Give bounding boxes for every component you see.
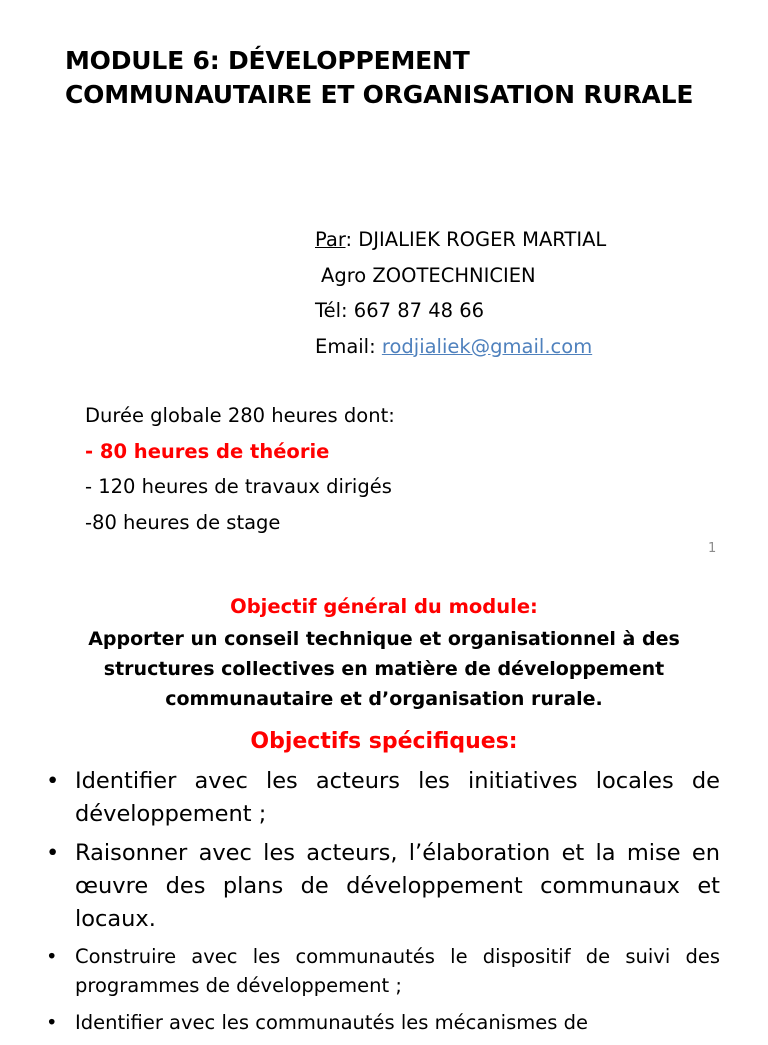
list-item [46,765,720,831]
duration-intro: Durée globale 280 heures dont: [85,404,395,427]
bullet-icon: • [46,768,60,794]
general-objective-text: Apporter un conseil technique et organisationnel à des structures collectives en matière de développement communautaire et d’organisation rurale. [88,628,680,710]
duration-theory: - 80 heures de théorie [85,439,330,463]
duration-block [85,398,395,540]
list-item-text: Raisonner avec les acteurs, l’élaboration et la mise en œuvre des plans de développement communaux et locaux. [75,840,720,932]
list-item-text: Identifier avec les acteurs les initiatives locales de développement ; [75,768,720,827]
list-item-text: Identifier avec les communautés les mécanismes de [75,1011,588,1034]
author-role: Agro ZOOTECHNICIEN [321,263,536,287]
general-objective-title: Objectif général du module: [230,595,538,618]
specific-objectives-list [46,765,720,1045]
email-label: Email: [315,334,382,358]
module-title [65,44,755,112]
specific-objectives-title: Objectifs spécifiques: [250,729,518,754]
email-link[interactable]: rodjialiek@gmail.com [381,334,593,358]
list-item-text: Construire avec les communautés le dispositif de suivi des programmes de développement ; [75,945,720,997]
list-item [46,837,720,936]
duration-td: - 120 heures de travaux dirigés [85,475,392,498]
author-name: : DJIALIEK ROGER MARTIAL [345,228,607,251]
author-email-line [315,329,606,365]
slide-2 [0,580,768,1034]
author-name-line [315,222,606,258]
module-title-line-1: MODULE 6: DÉVELOPPEMENT [65,46,470,75]
list-item [46,942,720,1000]
author-phone: Tél: 667 87 48 66 [315,299,485,322]
author-block [315,222,606,364]
bullet-icon: • [46,840,60,866]
list-item [46,1008,720,1037]
duration-stage: -80 heures de stage [85,510,281,534]
par-label: Par [315,228,346,251]
page-number: 1 [708,541,717,556]
module-title-line-2: COMMUNAUTAIRE ET ORGANISATION RURALE [65,80,694,109]
bullet-icon: • [46,1011,58,1034]
bullet-icon: • [46,945,58,968]
